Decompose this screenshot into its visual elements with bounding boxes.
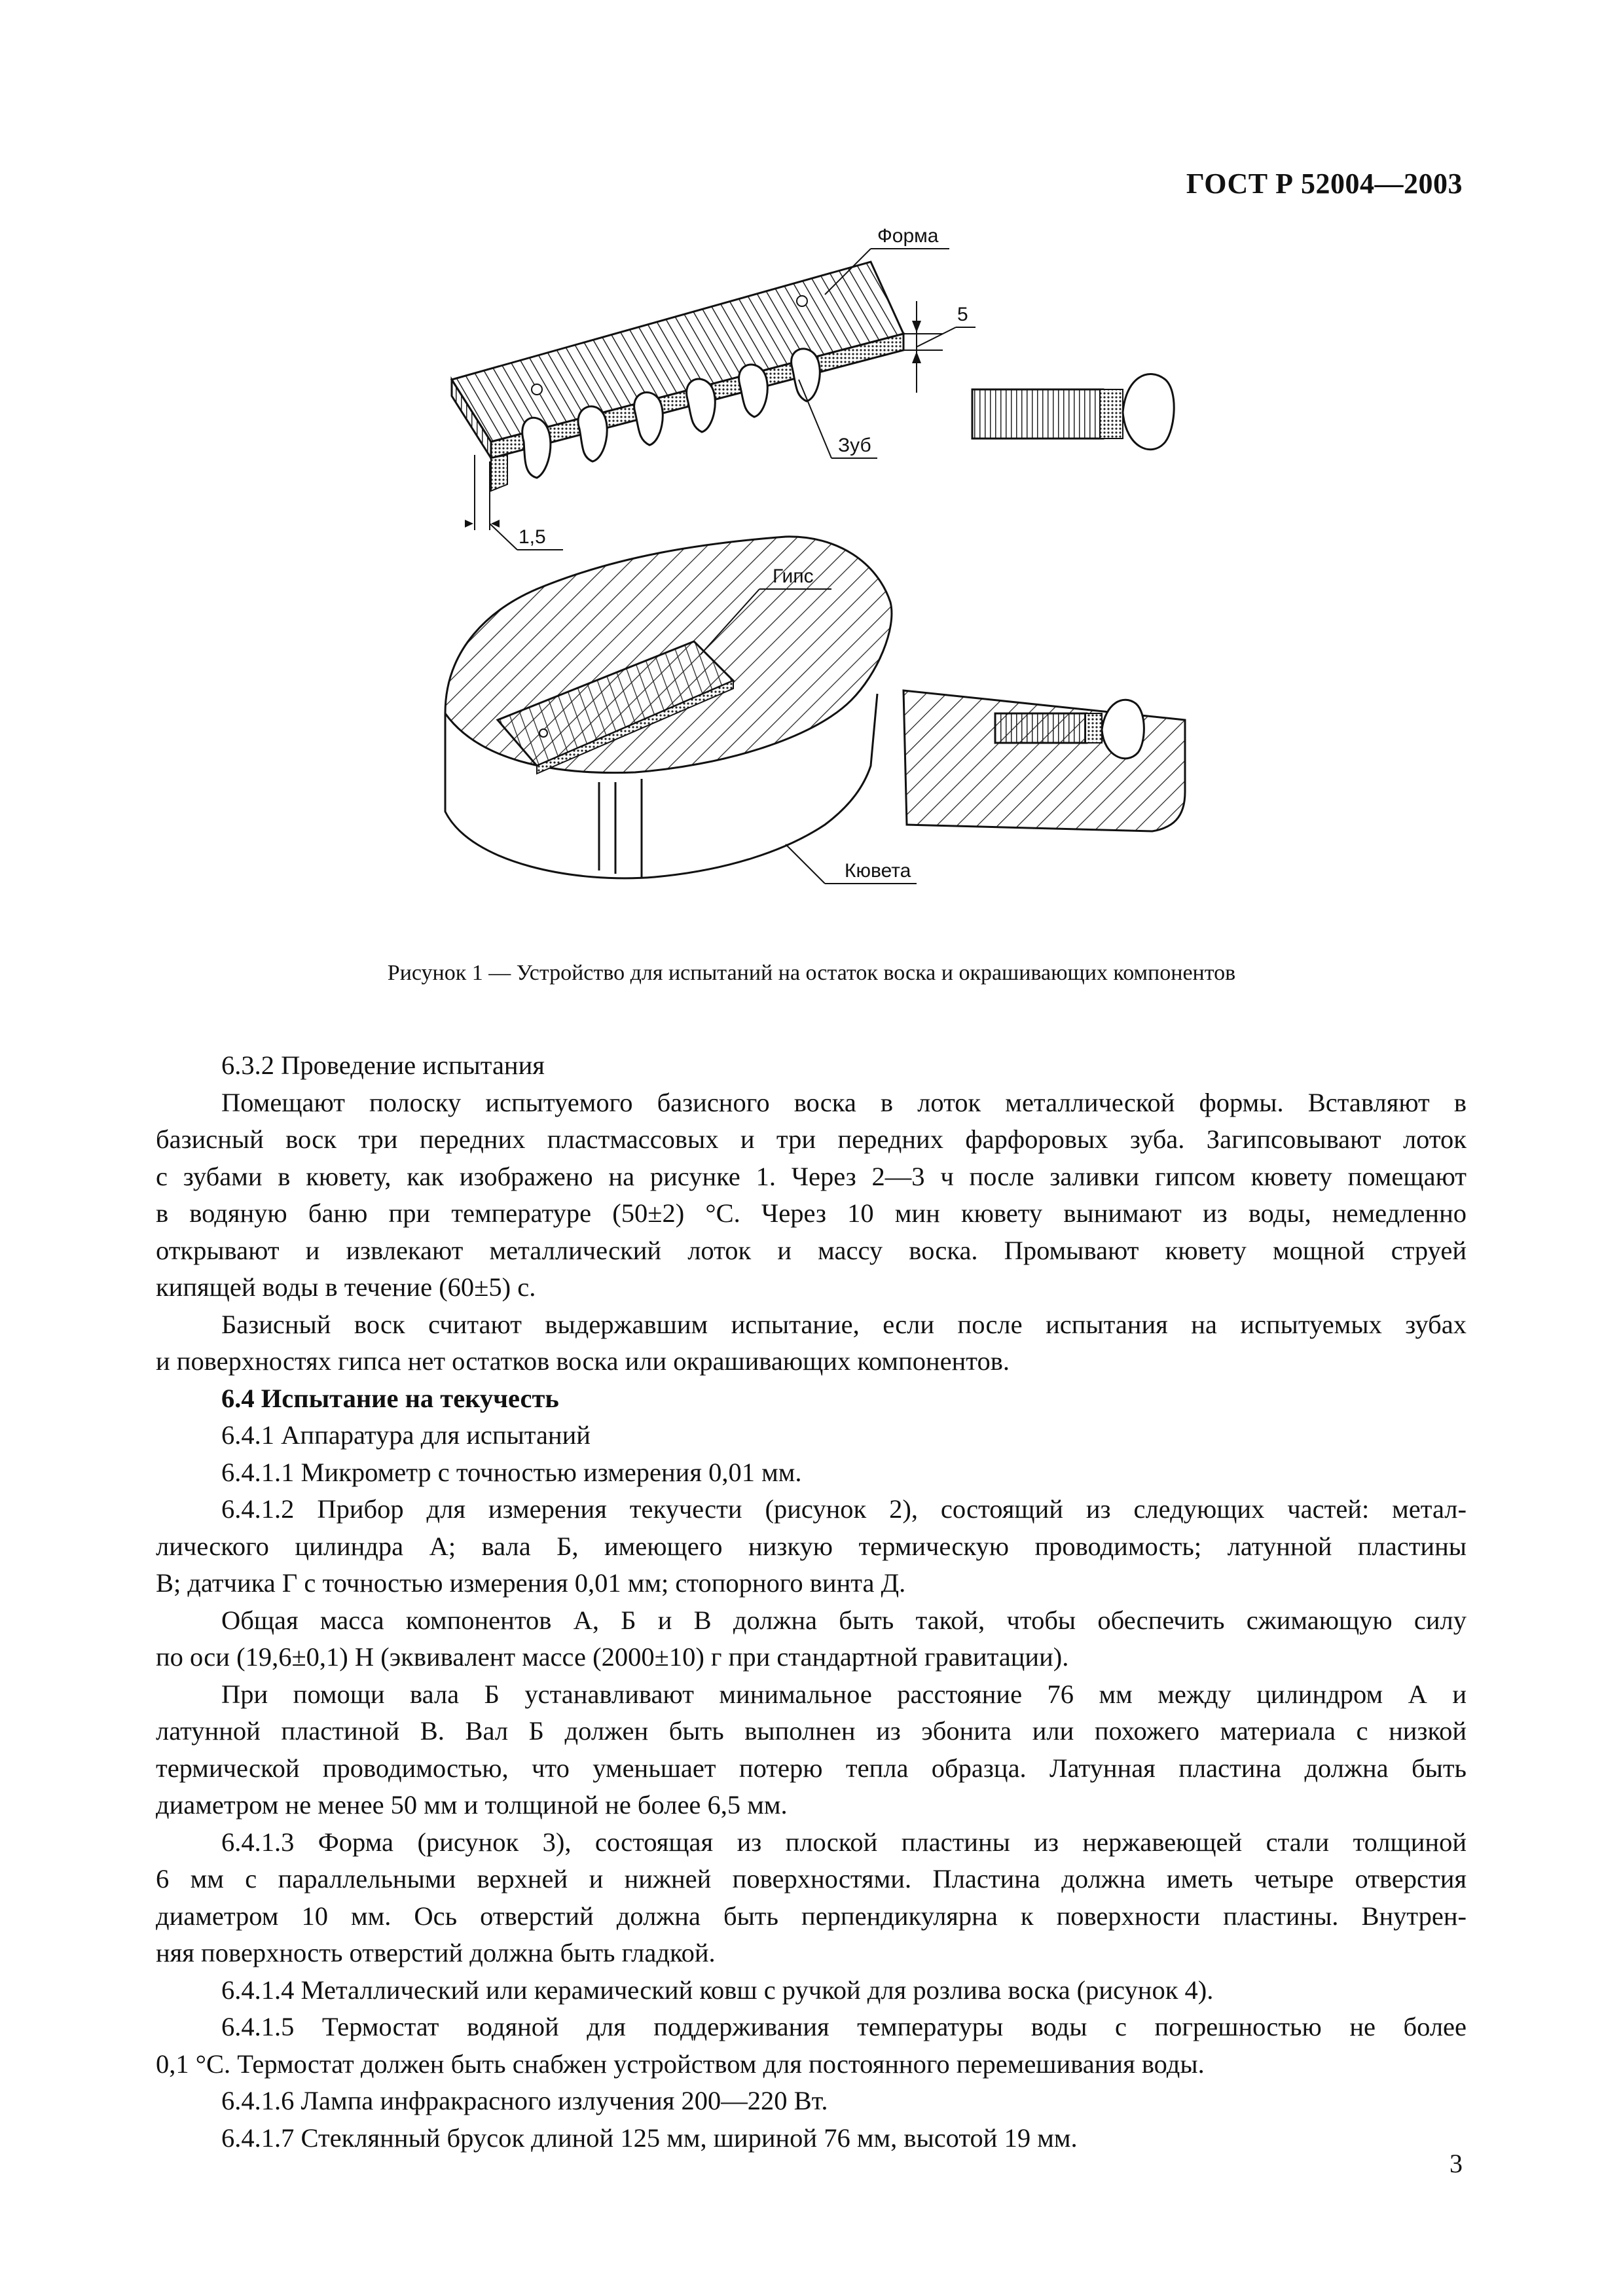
mass-paragraph xyxy=(156,1602,1467,1676)
text-line: 0,1 °С. Термостат должен быть снабжен устройством для постоянного перемешивания воды. xyxy=(156,2049,1205,2079)
page-number: 3 xyxy=(1450,2149,1463,2178)
text-line: Базисный воск считают выдержавшим испытание, если после испытания на испытуемых зубах xyxy=(221,1309,1467,1339)
section-6-3-2-paragraph-2 xyxy=(156,1306,1467,1380)
section-6-4-1-4: 6.4.1.4 Металлический или керамический ковш с ручкой для розлива воска (рисунок 4). xyxy=(221,1975,1214,2005)
section-6-4-1-3 xyxy=(156,1824,1467,1972)
text-line: кипящей воды в течение (60±5) с. xyxy=(156,1272,536,1302)
label-dim-1-5: 1,5 xyxy=(519,526,546,548)
section-6-4-1: 6.4.1 Аппаратура для испытаний xyxy=(221,1420,591,1450)
flask-with-plaster xyxy=(445,537,917,884)
label-zub: Зуб xyxy=(838,435,871,456)
text-line: базисный воск три передних пластмассовых и три передних фарфоровых зуба. Загипсовывают лоток xyxy=(156,1124,1467,1154)
figure-1 xyxy=(419,223,1205,929)
section-6-4-1-2 xyxy=(156,1491,1467,1602)
text-line: открывают и извлекают металлический лоток и массу воска. Промывают кювету мощной струей xyxy=(156,1235,1467,1265)
figure-caption: Рисунок 1 — Устройство для испытаний на остаток воска и окрашивающих компонентов xyxy=(387,961,1236,985)
text-line: Помещают полоску испытуемого базисного воска в лоток металлической формы. Вставляют в xyxy=(221,1087,1467,1117)
text-line: няя поверхность отверстий должна быть гладкой. xyxy=(156,1938,716,1967)
text-line: 6.4.1.5 Термостат водяной для поддерживания температуры воды с погрешностью не более xyxy=(221,2012,1467,2041)
section-6-4-1-7: 6.4.1.7 Стеклянный брусок длиной 125 мм, шириной 76 мм, высотой 19 мм. xyxy=(221,2123,1078,2153)
text-line: 6 мм с параллельными верхней и нижней поверхностями. Пластина должна иметь четыре отверстия xyxy=(156,1864,1467,1893)
text-line: диаметром 10 мм. Ось отверстий должна быть перпендикулярна к поверхности пластины. Внутрен- xyxy=(156,1901,1467,1931)
text-line: и поверхностях гипса нет остатков воска или окрашивающих компонентов. xyxy=(156,1346,1010,1376)
mold-tray xyxy=(452,249,976,550)
section-6-4-1-1: 6.4.1.1 Микрометр с точностью измерения 0,01 мм. xyxy=(221,1457,802,1487)
label-forma: Форма xyxy=(877,225,939,247)
section-6-3-2-title: 6.3.2 Проведение испытания xyxy=(221,1050,545,1080)
figure-1-drawing xyxy=(419,223,1205,929)
document-body xyxy=(156,1047,1467,2157)
text-line: в водяную баню при температуре (50±2) °С. Через 10 мин кювету вынимают из воды, немедленно xyxy=(156,1198,1467,1228)
text-line: по оси (19,6±0,1) Н (эквивалент массе (2000±10) г при стандартной гравитации). xyxy=(156,1642,1069,1672)
section-6-4-title: 6.4 Испытание на текучесть xyxy=(221,1383,559,1413)
flask-cross-section xyxy=(903,691,1185,831)
text-line: термической проводимостью, что уменьшает потерю тепла образца. Латунная пластина должна быть xyxy=(156,1753,1467,1783)
shaft-paragraph xyxy=(156,1676,1467,1824)
label-kyuveta: Кювета xyxy=(845,860,911,882)
text-line: латунной пластиной В. Вал Б должен быть выполнен из эбонита или похожего материала с низкой xyxy=(156,1716,1467,1746)
section-6-4-1-6: 6.4.1.6 Лампа инфракрасного излучения 200—220 Вт. xyxy=(221,2086,828,2115)
text-line: диаметром не менее 50 мм и толщиной не более 6,5 мм. xyxy=(156,1790,788,1820)
text-line: 6.4.1.2 Прибор для измерения текучести (рисунок 2), состоящий из следующих частей: метал- xyxy=(221,1494,1467,1524)
text-line: При помощи вала Б устанавливают минимальное расстояние 76 мм между цилиндром А и xyxy=(221,1679,1467,1709)
section-6-3-2-paragraph-1 xyxy=(156,1085,1467,1306)
text-line: с зубами в кювету, как изображено на рисунке 1. Через 2—3 ч после заливки гипсом кювету помещают xyxy=(156,1161,1467,1191)
text-line: Общая масса компонентов А, Б и В должна быть такой, чтобы обеспечить сжимающую силу xyxy=(221,1605,1467,1635)
text-line: лического цилиндра А; вала Б, имеющего низкую термическую проводимость; латунной пластины xyxy=(156,1531,1467,1561)
tooth-side-view xyxy=(972,374,1174,450)
text-line: 6.4.1.3 Форма (рисунок 3), состоящая из плоской пластины из нержавеющей стали толщиной xyxy=(221,1827,1467,1857)
standard-header: ГОСТ Р 52004—2003 xyxy=(1186,168,1463,200)
section-6-4-1-5 xyxy=(156,2009,1467,2083)
label-gips: Гипс xyxy=(773,565,814,587)
label-dim-5: 5 xyxy=(957,304,968,325)
text-line: В; датчика Г с точностью измерения 0,01 мм; стопорного винта Д. xyxy=(156,1568,906,1598)
